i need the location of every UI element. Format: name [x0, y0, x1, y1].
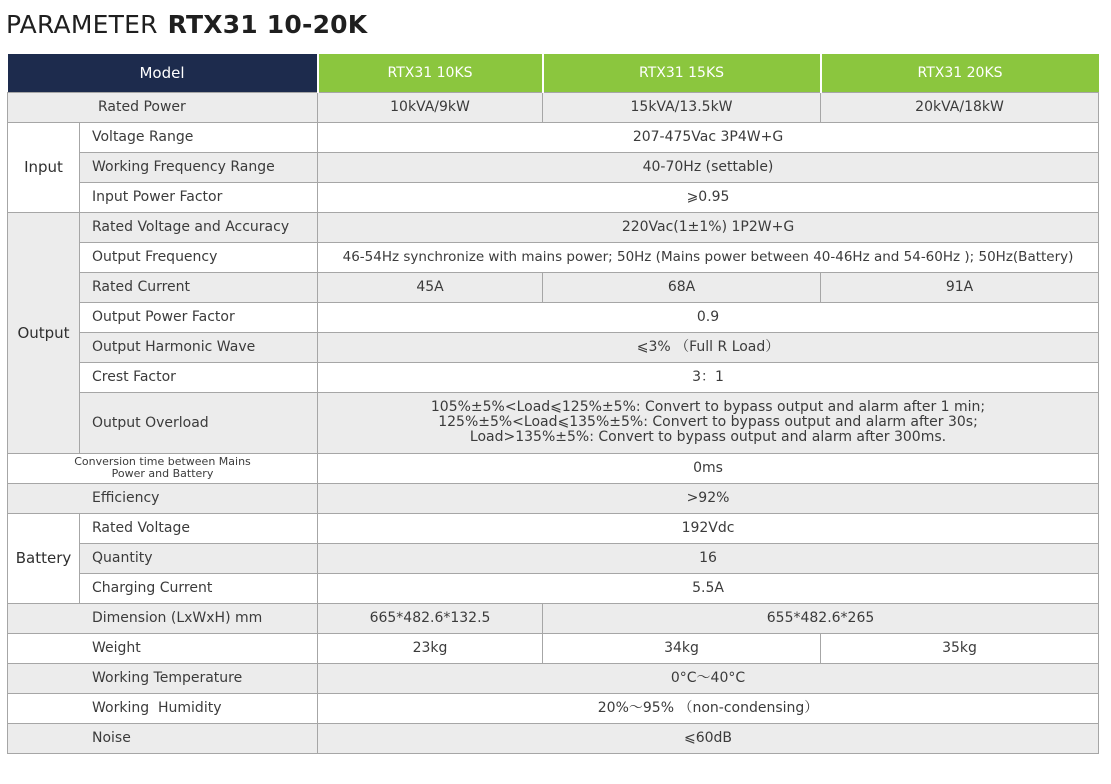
output-power-factor-value: 0.9 — [318, 302, 1099, 332]
charging-current-value: 5.5A — [318, 573, 1099, 603]
weight-10ks: 23kg — [318, 633, 543, 663]
rated-power-label: Rated Power — [8, 92, 318, 122]
table-row — [8, 603, 1099, 633]
rated-power-10ks: 10kVA/9kW — [318, 92, 543, 122]
table-row — [8, 633, 1099, 663]
input-power-factor-label: Input Power Factor — [80, 182, 318, 212]
charging-current-label: Charging Current — [80, 573, 318, 603]
table-row — [8, 272, 1099, 302]
voltage-range-value: 207-475Vac 3P4W+G — [318, 122, 1099, 152]
conversion-time-label — [8, 453, 318, 483]
input-power-factor-value: ⩾0.95 — [318, 182, 1099, 212]
table-row — [8, 302, 1099, 332]
conversion-label-line-2: Power and Battery — [111, 467, 214, 480]
overload-line-3: Load>135%±5%: Convert to bypass output and alarm after 300ms. — [469, 429, 947, 445]
overload-value — [318, 392, 1099, 453]
page-title — [6, 8, 367, 42]
weight-label: Weight — [8, 633, 318, 663]
crest-factor-value: 3：1 — [318, 362, 1099, 392]
table-row — [8, 212, 1099, 242]
table-row — [8, 362, 1099, 392]
battery-quantity-value: 16 — [318, 543, 1099, 573]
frequency-range-value: 40-70Hz (settable) — [318, 152, 1099, 182]
table-row — [8, 122, 1099, 152]
title-prefix: PARAMETER — [6, 10, 158, 39]
title-model: RTX31 10-20K — [167, 10, 368, 39]
dimension-10ks: 665*482.6*132.5 — [318, 603, 543, 633]
dimension-label: Dimension (LxWxH) mm — [8, 603, 318, 633]
efficiency-value: >92% — [318, 483, 1099, 513]
input-category: Input — [8, 122, 80, 212]
noise-value: ⩽60dB — [318, 723, 1099, 753]
output-frequency-value: 46-54Hz synchronize with mains power; 50Hz (Mains power between 40-46Hz and 54-60Hz ); 50Hz(Battery) — [318, 242, 1099, 272]
parameter-table — [7, 54, 1099, 754]
output-power-factor-label: Output Power Factor — [80, 302, 318, 332]
rated-voltage-label: Rated Voltage and Accuracy — [80, 212, 318, 242]
efficiency-label: Efficiency — [8, 483, 318, 513]
conversion-label-line-1: Conversion time between Mains — [74, 455, 251, 468]
weight-20ks: 35kg — [821, 633, 1099, 663]
rated-voltage-value: 220Vac(1±1%) 1P2W+G — [318, 212, 1099, 242]
table-row — [8, 152, 1099, 182]
voltage-range-label: Voltage Range — [80, 122, 318, 152]
table-row — [8, 242, 1099, 272]
table-row — [8, 693, 1099, 723]
rated-current-label: Rated Current — [80, 272, 318, 302]
rated-power-20ks: 20kVA/18kW — [821, 92, 1099, 122]
noise-label: Noise — [8, 723, 318, 753]
table-row — [8, 513, 1099, 543]
table-row — [8, 483, 1099, 513]
weight-15ks: 34kg — [543, 633, 821, 663]
harmonic-value: ⩽3% （Full R Load） — [318, 332, 1099, 362]
crest-factor-label: Crest Factor — [80, 362, 318, 392]
humidity-label: Working Humidity — [8, 693, 318, 723]
overload-label: Output Overload — [80, 392, 318, 453]
table-row — [8, 543, 1099, 573]
model-10ks-header: RTX31 10KS — [318, 54, 543, 92]
table-row — [8, 453, 1099, 483]
conversion-time-value: 0ms — [318, 453, 1099, 483]
table-header-row — [8, 54, 1099, 92]
output-category: Output — [8, 212, 80, 453]
rated-power-15ks: 15kVA/13.5kW — [543, 92, 821, 122]
rated-current-15ks: 68A — [543, 272, 821, 302]
temperature-label: Working Temperature — [8, 663, 318, 693]
model-20ks-header: RTX31 20KS — [821, 54, 1099, 92]
table-row — [8, 573, 1099, 603]
table-row — [8, 392, 1099, 453]
table-row — [8, 332, 1099, 362]
humidity-value: 20%～95% （non-condensing） — [318, 693, 1099, 723]
battery-voltage-value: 192Vdc — [318, 513, 1099, 543]
dimension-15-20ks: 655*482.6*265 — [543, 603, 1099, 633]
table-row — [8, 182, 1099, 212]
temperature-value: 0°C～40°C — [318, 663, 1099, 693]
model-15ks-header: RTX31 15KS — [543, 54, 821, 92]
table-row — [8, 663, 1099, 693]
frequency-range-label: Working Frequency Range — [80, 152, 318, 182]
rated-current-20ks: 91A — [821, 272, 1099, 302]
overload-line-2: 125%±5%<Load⩽135%±5%: Convert to bypass output and alarm after 30s; — [438, 414, 978, 430]
model-header: Model — [8, 54, 318, 92]
battery-quantity-label: Quantity — [80, 543, 318, 573]
overload-line-1: 105%±5%<Load⩽125%±5%: Convert to bypass output and alarm after 1 min; — [430, 399, 986, 415]
rated-current-10ks: 45A — [318, 272, 543, 302]
table-row — [8, 92, 1099, 122]
battery-category: Battery — [8, 513, 80, 603]
output-frequency-label: Output Frequency — [80, 242, 318, 272]
harmonic-label: Output Harmonic Wave — [80, 332, 318, 362]
table-row — [8, 723, 1099, 753]
battery-voltage-label: Rated Voltage — [80, 513, 318, 543]
